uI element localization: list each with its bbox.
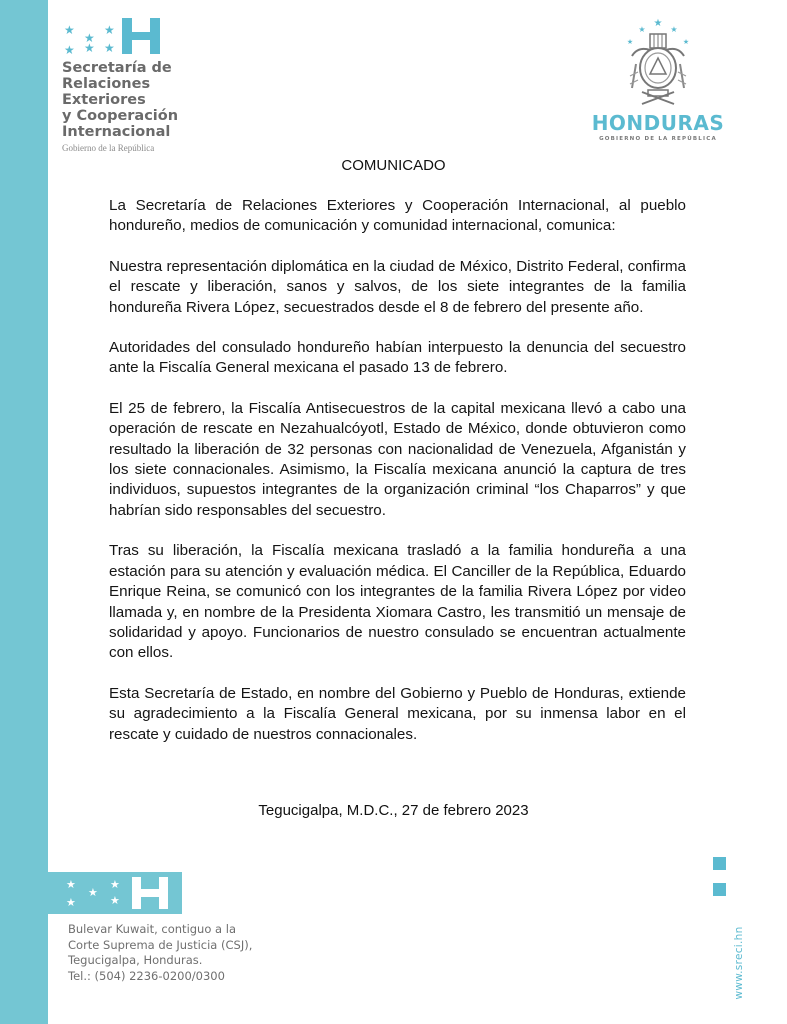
svg-text:★: ★: [626, 39, 634, 46]
paragraph: Esta Secretaría de Estado, en nombre del Gobierno y Pueblo de Honduras, extiende su agradecimiento a la Fiscalía General mexicana, por su inmensa labor en el rescate y cuidado de nuestros connacionales.: [109, 684, 686, 743]
ministry-subtitle: Gobierno de la República: [62, 143, 155, 153]
document-title: COMUNICADO: [341, 157, 446, 174]
ministry-name: Secretaría de Relaciones Exteriores y Cooperación Internacional: [62, 60, 179, 140]
h-letter-icon: [132, 877, 168, 909]
website-url[interactable]: www.sreci.hn: [733, 926, 745, 1000]
paragraph: Autoridades del consulado hondureño habían interpuesto la denuncia del secuestro ante la Fiscalía General mexicana el pasado 13 de febrero.: [109, 339, 686, 377]
coat-of-arms-icon: [618, 16, 698, 112]
svg-text:★: ★: [638, 25, 646, 34]
star-icon: ★: [110, 895, 120, 907]
paragraph: Nuestra representación diplomática en la ciudad de México, Distrito Federal, confirma el rescate y liberación, sanos y salvos, de los siete integrantes de la familia hondureña Rivera López, secuestrados desde el 8 de febrero del presente año.: [109, 257, 686, 316]
footer-logo-band: [48, 872, 182, 914]
h-letter-icon: [122, 18, 160, 54]
decorative-square: [713, 857, 726, 870]
h-stars-logo-icon: [62, 18, 162, 56]
svg-text:★: ★: [670, 25, 678, 34]
decorative-square: [713, 883, 726, 896]
place-date: Tegucigalpa, M.D.C., 27 de febrero 2023: [258, 802, 529, 819]
footer-address: Bulevar Kuwait, contiguo a la Corte Suprema de Justicia (CSJ), Tegucigalpa, Honduras. Tel.: (504) 2236-0200/0300: [68, 922, 253, 983]
star-icon: ★: [88, 887, 98, 899]
honduras-logo: [583, 16, 733, 142]
ministry-logo: [62, 18, 212, 153]
country-name: HONDURAS: [591, 111, 725, 135]
svg-text:★: ★: [682, 39, 690, 46]
country-subtitle: GOBIERNO DE LA REPÚBLICA: [599, 136, 717, 142]
star-icon: ★: [66, 879, 76, 891]
paragraph: La Secretaría de Relaciones Exteriores y Cooperación Internacional, al pueblo hondureño, medios de comunicación y comunidad internacional, comunica:: [109, 197, 686, 235]
svg-text:★: ★: [653, 18, 663, 29]
star-icon: ★: [66, 897, 76, 909]
document-body: [109, 196, 686, 765]
stars-icon: ★ ★ ★ ★ ★ ★: [64, 23, 115, 57]
left-decorative-band: [0, 0, 48, 1024]
star-icon: ★: [110, 879, 120, 891]
paragraph: El 25 de febrero, la Fiscalía Antisecuestros de la capital mexicana llevó a cabo una operación de rescate en Nezahualcóyotl, Estado de México, donde obtuvieron como resultado la liberación de 32 personas con nacionalidad de Venezuela, Afganistán y los siete connacionales. Asimismo, la Fiscalía mexicana anunció la captura de tres individuos, supuestos integrantes de la organización criminal “los Chaparros” y que habrían sido responsables del secuestro.: [109, 399, 686, 519]
paragraph: Tras su liberación, la Fiscalía mexicana trasladó a la familia hondureña a una estación para su atención y evaluación médica. El Canciller de la República, Eduardo Enrique Reina, se comunicó con los integrantes de la familia Rivera López por video llamada y, en nombre de la Presidenta Xiomara Castro, les transmitió un mensaje de solidaridad y apoyo. Funcionarios de nuestro consulado se encuentran actualmente con ellos.: [109, 542, 686, 662]
